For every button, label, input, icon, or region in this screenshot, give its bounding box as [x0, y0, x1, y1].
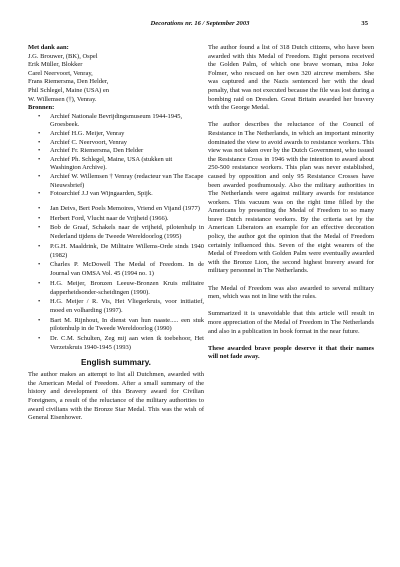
source-item: • Bart M. Rijnhout, In dienst van hun naaste..... een stuk pilotenhulp in de Tweede Wereldoorlog (1990) — [28, 317, 204, 334]
summary-paragraph: The author makes an attempt to list all Dutchmen, awarded with the American Medal of Freedom. After a small summary of the history and development of this Bravery award for Civilian Foreigners, a result of the reluctance of the military authorities to award civilians with the Bronze Star Medal. This was the wish of General Eisenhower. — [28, 371, 204, 422]
thanks-name: Carel Neervoort, Venray, — [28, 69, 93, 77]
source-item: • H.G. Meijer, Bronzen Leeuw-Bronzen Kruis militaire dapperheidsonder-scheidingen (1990). — [28, 280, 204, 297]
thanks-name: J.G. Brouwer, (BK), Ospel — [28, 52, 98, 60]
body-paragraph: Summarized it is unavoidable that this article will result in more appreciation of the Medal of Freedom in The Netherlands and also in a publication in book format in the near future. — [208, 310, 374, 335]
source-item: • Archief Nationale Bevrijdingsmuseum 1944-1945, Groesbeek. — [28, 113, 204, 130]
body-paragraph: The author describes the reluctance of the Council of Resistance in The Netherlands, in which an important minority dominated the view to avoid awards to resistance workers. This view was not taken over by the Dutch Government, who issued the Resistance Cross in 1946 with the intention to award about 250-500 resistance workers. This plan was never established, caused by opposition and only 95 Resistance Crosses have been awarded posthumously. Also the military authorities in The Netherlands were against military awards for resistance workers. This vacuum was on the right time filled by the Americans by presenting the Medal of Freedom to so many brave Dutch resistance workers. By the criteria set by the American Liberators an example for an effective decoration policy, the author got the opinion that the Medal of Freedom certainly influenced this. Seven of the eight wearers of the Medal of Freedom with Golden Palm were eventually awarded with the Bronze Lion, the second highest bravery award for military personnel in The Netherlands. — [208, 121, 374, 275]
sources-title: Bronnen: — [28, 104, 55, 112]
thanks-name: Erik Müller, Blokker — [28, 61, 83, 69]
thanks-name: W. Willemsen (†), Venray. — [28, 95, 97, 103]
source-item: • P.G.H. Maaldrink, De Militaire Willems-Orde sinds 1940 (1982) — [28, 243, 204, 260]
literature-sources-list — [28, 205, 204, 353]
body-paragraph: The Medal of Freedom was also awarded to several military men, which was not in line with the rules. — [208, 284, 374, 301]
source-item: • Archief C. Neervoort, Venray — [28, 139, 204, 148]
running-title: Decorations nr. 16 / September 2003 — [150, 20, 250, 27]
running-header — [28, 20, 372, 32]
source-item: • Archief W. Willemsen † Venray (redacteur van The Escape Nieuwsbrief) — [28, 173, 204, 190]
source-item: • Archief H.G. Meijer, Venray — [28, 130, 204, 139]
closing-statement: These awarded brave people deserve it that their names will not fade away. — [208, 344, 374, 361]
source-item: • Archief Ph. Schlegel, Maine, USA (stukken uit Washington Archive). — [28, 156, 204, 173]
summary-heading: English summary. — [81, 357, 151, 367]
source-item: • Herbert Ford, Vlucht naar de Vrijheid (1966). — [28, 215, 204, 224]
thanks-title: Met dank aan: — [28, 44, 69, 51]
thanks-list — [28, 53, 204, 105]
page-number: 35 — [361, 20, 368, 27]
body-paragraph: The author found a list of 318 Dutch citizens, who have been awarded with this Medal of Freedom. Eight persons received the Golden Palm, of which one brave woman, miss Joke Folmer, who rescued on her own 320 aircrew members. She was captured and the Nazis sentenced her with the dead penalty, that was not executed because the file was lost during a bombing raid on Dresden. Great Britain awarded her bravery with the George Medal. — [208, 44, 374, 112]
source-item: • Dr. C.M. Schulten, Zeg mij aan wien ik toebehoor, Het Verzetskruis 1940-1945 (1993) — [28, 335, 204, 352]
source-item: • Jan Deivs, Bert Poels Memoires, Vriend en Vijand (1977) — [28, 205, 204, 214]
archive-sources-list — [28, 113, 204, 199]
source-item: • Bob de Graaf, Schakels naar de vrijheid, pilotenhulp in Nederland tijdens de Tweede Wereldoorlog (1995) — [28, 224, 204, 241]
thanks-name: Phil Schlegel, Maine (USA) en — [28, 86, 110, 94]
source-item: • Charles P. McDowell The Medal of Freedom. In de Journal van OMSA Vol. 45 (1994 no. 1) — [28, 261, 204, 278]
source-item: • Fotoarchief J.J van Wijngaarden, Spijk. — [28, 190, 204, 199]
thanks-name: Frans Riemersma, Den Helder, — [28, 78, 109, 86]
left-column — [28, 44, 204, 423]
source-item: • Archief Fr. Riemersma, Den Helder — [28, 147, 204, 156]
right-column — [208, 44, 374, 362]
source-item: • H.G. Meijer / R. Vis, Het Vliegerkruis, voor initiatief, moed en volharding (1997). — [28, 298, 204, 315]
